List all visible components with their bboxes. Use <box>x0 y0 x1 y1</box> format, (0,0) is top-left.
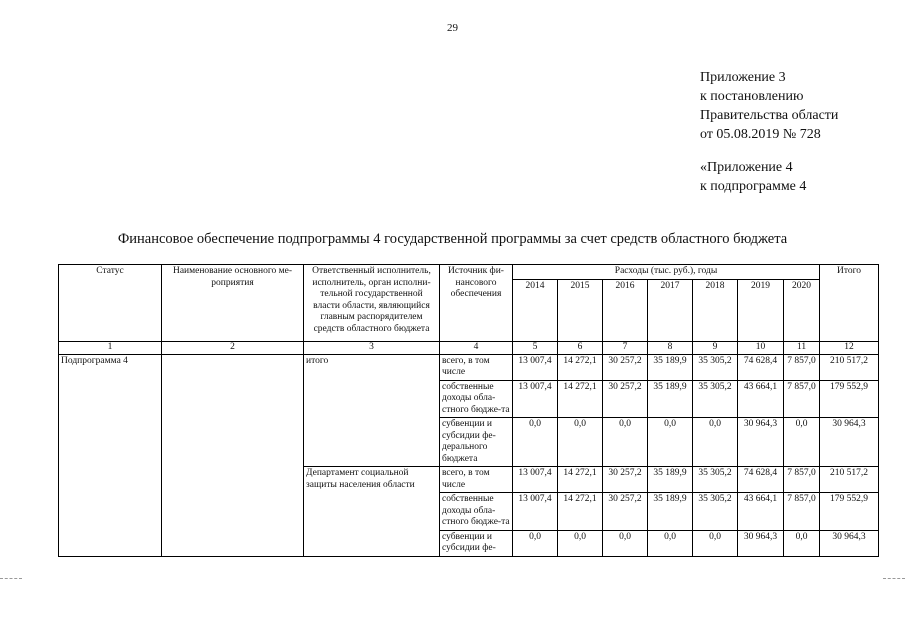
value-cell: 13 007,4 <box>513 467 558 493</box>
status-cell: Подпрограмма 4 <box>59 354 162 556</box>
value-cell: 35 305,2 <box>693 380 738 418</box>
value-cell: 30 257,2 <box>603 380 648 418</box>
value-cell: 35 189,9 <box>648 380 693 418</box>
total-cell: 210 517,2 <box>820 354 879 380</box>
column-number-row <box>59 341 879 354</box>
financing-table <box>58 264 879 557</box>
value-cell: 0,0 <box>513 530 558 556</box>
column-number: 2 <box>162 341 304 354</box>
source-cell: субвенции и субсидии фе-дерального бюджета <box>440 418 513 467</box>
annex-line: к постановлению <box>700 89 804 104</box>
value-cell: 74 628,4 <box>738 467 784 493</box>
value-cell: 7 857,0 <box>784 493 820 531</box>
header-year: 2017 <box>648 279 693 341</box>
header-executor: Ответственный исполнитель, исполнитель, орган исполни-тельной государственной власти области, являющийся главным распорядителем средств областного бюджета <box>304 265 440 342</box>
document-title: Финансовое обеспечение подпрограммы 4 государственной программы за счет средств областного бюджета <box>117 231 788 247</box>
page-number: 29 <box>447 22 458 34</box>
value-cell: 7 857,0 <box>784 467 820 493</box>
header-year: 2019 <box>738 279 784 341</box>
scan-edge-mark <box>883 578 905 579</box>
executor-cell: итого <box>304 354 440 467</box>
total-cell: 30 964,3 <box>820 530 879 556</box>
table-row <box>59 354 879 380</box>
column-number: 5 <box>513 341 558 354</box>
annex-line: Приложение 3 <box>700 70 786 85</box>
column-number: 7 <box>603 341 648 354</box>
value-cell: 35 305,2 <box>693 354 738 380</box>
value-cell: 35 189,9 <box>648 467 693 493</box>
header-year: 2020 <box>784 279 820 341</box>
source-cell: собственные доходы обла-стного бюдже-та <box>440 493 513 531</box>
value-cell: 0,0 <box>558 530 603 556</box>
column-number: 6 <box>558 341 603 354</box>
header-year: 2018 <box>693 279 738 341</box>
value-cell: 43 664,1 <box>738 493 784 531</box>
value-cell: 14 272,1 <box>558 493 603 531</box>
value-cell: 0,0 <box>513 418 558 467</box>
value-cell: 35 305,2 <box>693 467 738 493</box>
value-cell: 30 964,3 <box>738 418 784 467</box>
value-cell: 0,0 <box>603 418 648 467</box>
column-number: 8 <box>648 341 693 354</box>
column-number: 9 <box>693 341 738 354</box>
column-number: 10 <box>738 341 784 354</box>
header-event: Наименование основного ме-роприятия <box>162 265 304 342</box>
scan-edge-mark <box>0 578 22 579</box>
value-cell: 13 007,4 <box>513 380 558 418</box>
annex-line: к подпрограмме 4 <box>700 179 807 194</box>
header-total: Итого <box>820 265 879 342</box>
header-source: Источник фи-нансового обеспечения <box>440 265 513 342</box>
value-cell: 14 272,1 <box>558 380 603 418</box>
value-cell: 14 272,1 <box>558 354 603 380</box>
value-cell: 35 189,9 <box>648 493 693 531</box>
value-cell: 30 257,2 <box>603 493 648 531</box>
value-cell: 14 272,1 <box>558 467 603 493</box>
value-cell: 0,0 <box>648 530 693 556</box>
value-cell: 43 664,1 <box>738 380 784 418</box>
value-cell: 0,0 <box>693 530 738 556</box>
value-cell: 0,0 <box>648 418 693 467</box>
header-year: 2014 <box>513 279 558 341</box>
column-number: 3 <box>304 341 440 354</box>
value-cell: 35 189,9 <box>648 354 693 380</box>
source-cell: всего, в том числе <box>440 467 513 493</box>
annex-line: «Приложение 4 <box>700 160 793 175</box>
value-cell: 74 628,4 <box>738 354 784 380</box>
executor-cell: Департамент социальной защиты населения области <box>304 467 440 557</box>
total-cell: 210 517,2 <box>820 467 879 493</box>
value-cell: 0,0 <box>784 530 820 556</box>
source-cell: субвенции и субсидии фе- <box>440 530 513 556</box>
value-cell: 30 964,3 <box>738 530 784 556</box>
source-cell: собственные доходы обла-стного бюдже-та <box>440 380 513 418</box>
total-cell: 30 964,3 <box>820 418 879 467</box>
value-cell: 0,0 <box>558 418 603 467</box>
value-cell: 0,0 <box>784 418 820 467</box>
value-cell: 30 257,2 <box>603 354 648 380</box>
column-number: 12 <box>820 341 879 354</box>
annex-line: Правительства области <box>700 108 839 123</box>
column-number: 1 <box>59 341 162 354</box>
total-cell: 179 552,9 <box>820 380 879 418</box>
value-cell: 7 857,0 <box>784 354 820 380</box>
value-cell: 30 257,2 <box>603 467 648 493</box>
event-cell <box>162 354 304 556</box>
header-year: 2016 <box>603 279 648 341</box>
source-cell: всего, в том числе <box>440 354 513 380</box>
column-number: 4 <box>440 341 513 354</box>
value-cell: 7 857,0 <box>784 380 820 418</box>
annex-block <box>700 68 838 196</box>
value-cell: 0,0 <box>693 418 738 467</box>
total-cell: 179 552,9 <box>820 493 879 531</box>
value-cell: 0,0 <box>603 530 648 556</box>
header-expenses: Расходы (тыс. руб.), годы <box>513 265 820 280</box>
annex-line: от 05.08.2019 № 728 <box>700 127 821 142</box>
header-year: 2015 <box>558 279 603 341</box>
value-cell: 13 007,4 <box>513 493 558 531</box>
column-number: 11 <box>784 341 820 354</box>
value-cell: 13 007,4 <box>513 354 558 380</box>
value-cell: 35 305,2 <box>693 493 738 531</box>
header-status: Статус <box>59 265 162 342</box>
